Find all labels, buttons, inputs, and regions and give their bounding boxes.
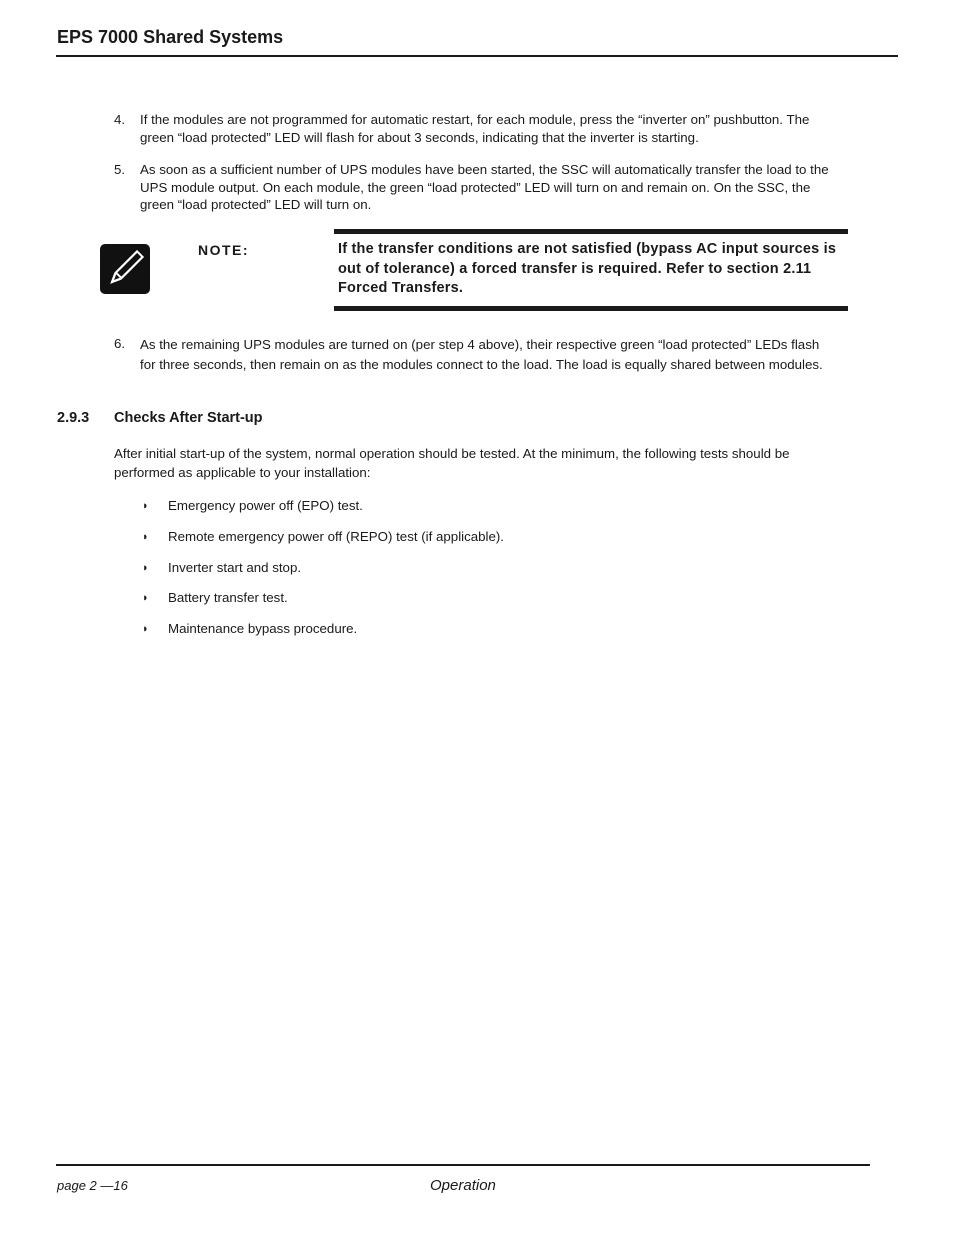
bullet-icon: ◗ (142, 623, 149, 636)
section-title: Checks After Start-up (114, 410, 263, 426)
bullet-icon: ◗ (142, 500, 149, 512)
bullet-icon: ◗ (142, 530, 149, 543)
list-item: ◗ Maintenance bypass procedure. (142, 621, 358, 637)
step-4 (114, 111, 834, 146)
step-number: 5. (114, 162, 126, 177)
list-item: ◗ Inverter start and stop. (142, 559, 302, 575)
note-text: If the transfer conditions are not satisfied (bypass AC input sources is out of tolerance) a forced transfer is required. Refer to section 2.11 Forced Transfers. (338, 241, 837, 296)
footer-page-number: page 2 —16 (57, 1178, 128, 1193)
section-intro: After initial start-up of the system, normal operation should be tested. At the minimum, the following tests should be performed as applicable to your installation: (114, 446, 790, 480)
note-label: NOTE: (198, 242, 250, 258)
note-bottom-rule (334, 306, 848, 311)
section-number: 2.9.3 (57, 410, 90, 426)
list-item: ◗ Emergency power off (EPO) test. (142, 498, 363, 513)
step-6 (114, 335, 834, 374)
step-text: As the remaining UPS modules are turned on (per step 4 above), their respective green “load protected” LEDs flash for three seconds, then remain on as the modules connect to the load. The load is equally shared between modules. (140, 337, 823, 372)
page-header-title: EPS 7000 Shared Systems (57, 27, 284, 47)
checks-list (140, 497, 504, 651)
list-item: ◗ Remote emergency power off (REPO) test (if applicable). (142, 528, 505, 544)
step-text: If the modules are not programmed for automatic restart, for each module, press the “inverter on” pushbutton. The green “load protected” LED will flash for about 3 seconds, indicating that the inverter is starting. (140, 112, 810, 145)
footer-section-name: Operation (430, 1177, 496, 1194)
header-divider (56, 55, 898, 57)
note-top-rule (334, 229, 848, 234)
footer-divider (56, 1164, 870, 1166)
step-5 (114, 161, 834, 214)
step-text: As soon as a sufficient number of UPS modules have been started, the SSC will automatically transfer the load to the UPS module output. On each module, the green “load protected” LED will turn on and remain on. On the SSC, the green “load protected” LED will turn on. (140, 162, 829, 212)
step-number: 6. (114, 336, 126, 351)
bullet-icon: ◗ (142, 592, 149, 605)
pencil-note-icon (99, 243, 151, 295)
step-number: 4. (114, 112, 126, 127)
list-item: ◗ Battery transfer test. (142, 590, 288, 606)
bullet-icon: ◗ (142, 561, 149, 574)
section-heading (57, 409, 263, 427)
